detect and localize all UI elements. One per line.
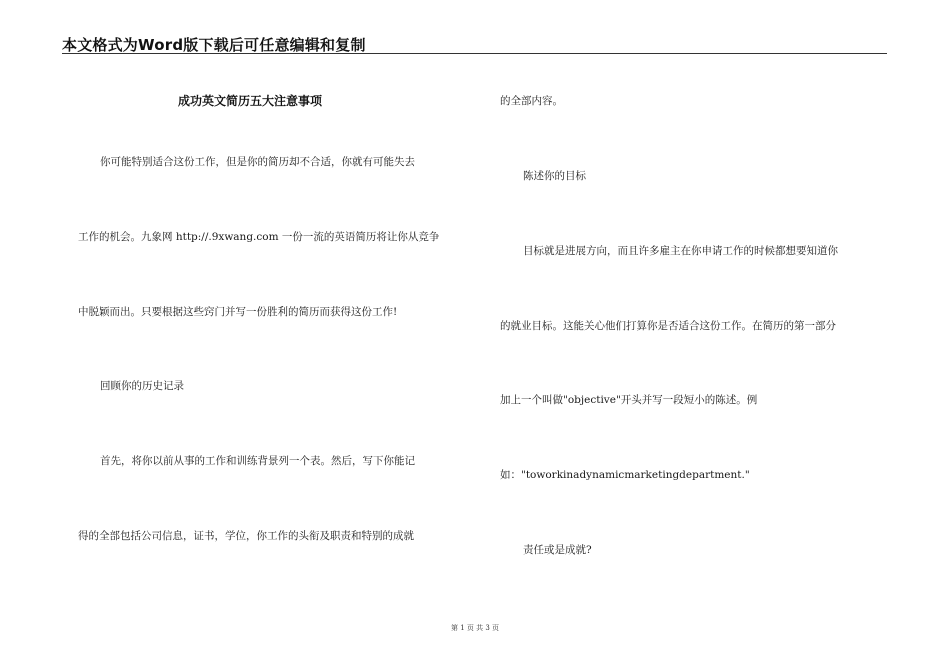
section-heading: 回顾你的历史记录 xyxy=(100,380,184,392)
body-line: 的全部内容。 xyxy=(500,95,563,107)
body-line: 得的全部包括公司信息，证书，学位，你工作的头衔及职责和特别的成就 xyxy=(78,530,414,542)
banner-divider xyxy=(62,53,887,54)
section-heading: 陈述你的目标 xyxy=(523,170,586,182)
body-line: 的就业目标。这能关心他们打算你是否适合这份工作。在简历的第一部分 xyxy=(500,320,836,332)
section-heading: 责任或是成就? xyxy=(523,544,592,556)
body-line: 加上一个叫做"objective"开头并写一段短小的陈述。例 xyxy=(500,394,758,406)
body-line: 目标就是进展方向，而且许多雇主在你申请工作的时候都想要知道你 xyxy=(523,245,838,257)
body-line: 中脱颖而出。只要根据这些窍门并写一份胜利的简历而获得这份工作! xyxy=(78,306,398,318)
page-number-footer: 第 1 页 共 3 页 xyxy=(450,624,500,632)
top-banner: 本文格式为Word版下载后可任意编辑和复制 xyxy=(62,36,366,54)
body-line: 工作的机会。九象网 http://.9xwang.com 一份一流的英语简历将让你从竞争 xyxy=(78,231,440,243)
body-line: 如："toworkinadynamicmarketingdepartment." xyxy=(500,469,750,481)
document-title: 成功英文简历五大注意事项 xyxy=(178,94,323,108)
body-line: 首先，将你以前从事的工作和训练背景列一个表。然后，写下你能记 xyxy=(100,455,415,467)
body-line: 你可能特别适合这份工作，但是你的简历却不合适，你就有可能失去 xyxy=(100,156,415,168)
